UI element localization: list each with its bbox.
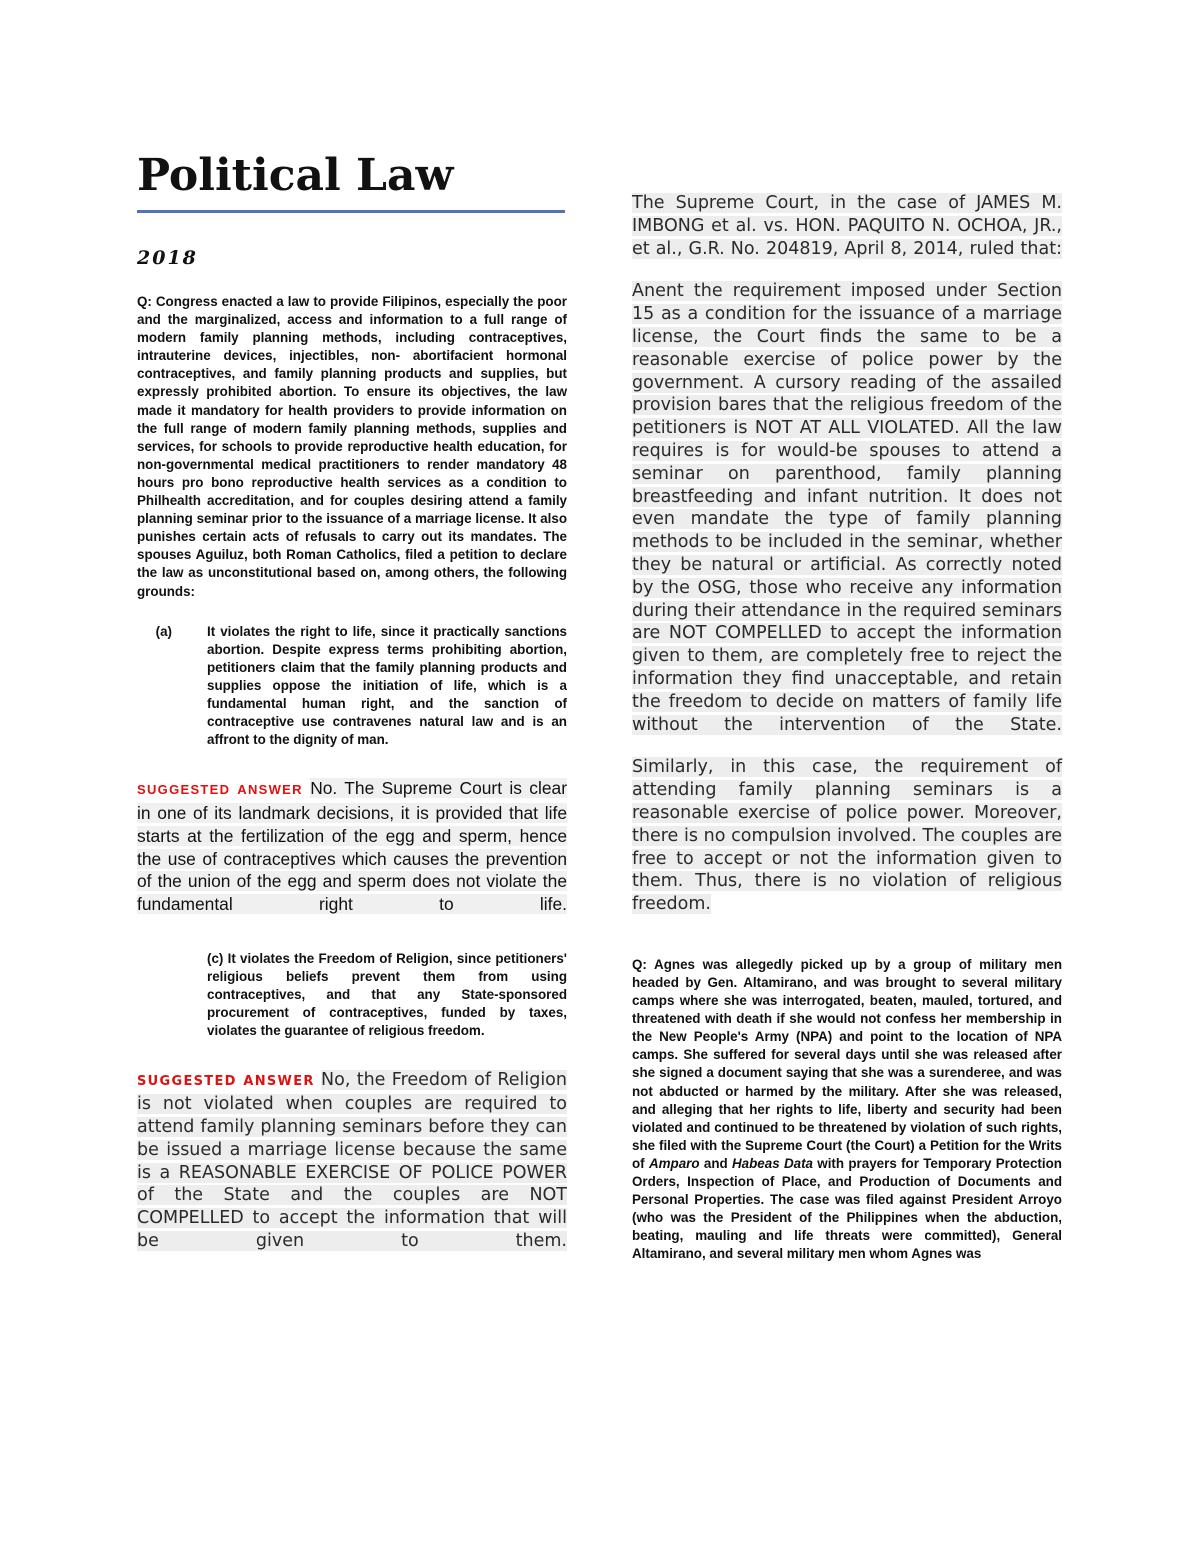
- ground-c: (c) It violates the Freedom of Religion, since petitioners' religious beliefs prevent them from using contraceptives, and that any State-sponsored procurement of contraceptives, funded by taxes, violates the guarantee of religious freedom.: [207, 951, 567, 1039]
- court-ruling: [632, 280, 1062, 736]
- question-2-part2: with prayers for Temporary Protection Orders, Inspection of Place, and Production of Documents and Personal Properties. The case was filed against President Arroyo (who was the President of the Philippines when the abduction, beating, mauling and life threats were committed), General Altamirano, and several military men whom Agnes was: [632, 1155, 1062, 1262]
- ground-a: [137, 623, 567, 750]
- suggested-answer-label: SUGGESTED ANSWER: [137, 782, 303, 798]
- question-2-and: and: [703, 1155, 728, 1171]
- suggested-answer-label-c: SUGGESTED ANSWER: [137, 1073, 315, 1089]
- page-title: Political Law: [137, 150, 454, 201]
- ground-a-text: It violates the right to life, since it practically sanctions abortion. Despite express terms prohibiting abortion, petitioners claim that the family planning products and supplies oppose the initiation of life, which is a fundamental human right, and the sanction of contraceptive use contravenes natural law and is an affront to the dignity of man.: [207, 623, 567, 748]
- suggested-answer-a: [137, 777, 567, 916]
- case-intro-text: The Supreme Court, in the case of JAMES M. IMBONG et al. vs. HON. PAQUITO N. OCHOA, JR., et al., G.R. No. 204819, April 8, 2014, ruled that:: [632, 193, 1062, 259]
- habeas-data-term: Habeas Data: [732, 1155, 813, 1171]
- answer-c-text: No, the Freedom of Religion is not violated when couples are required to attend family planning seminars before they can be issued a marriage license because the same is a REASONABLE EXERCISE OF POLICE POWER of the State and the couples are NOT COMPELLED to accept the information that will be given to them.: [137, 1069, 567, 1252]
- conclusion-text: Similarly, in this case, the requirement of attending family planning seminars is a reasonable exercise of police power. Moreover, there is no compulsion involved. The couples are free to accept or not the information given to them. Thus, there is no violation of religious freedom.: [632, 757, 1062, 915]
- court-ruling-text: Anent the requirement imposed under Section 15 as a condition for the issuance of a marriage license, the Court finds the same to be a reasonable exercise of police power by the government. A cursory reading of the assailed provision bares that the religious freedom of the petitioners is NOT AT ALL VIOLATED. All the law requires is for would-be spouses to attend a seminar on parenthood, family planning breastfeeding and infant nutrition. It does not even mandate the type of family planning methods to be included in the seminar, whether they be natural or artificial. As correctly noted by the OSG, those who receive any information during their attendance in the required seminars are NOT COMPELLED to accept the information given to them, are completely free to reject the information they find unacceptable, and retain the freedom to decide on matters of family life without the intervention of the State.: [632, 281, 1062, 735]
- amparo-term: Amparo: [648, 1155, 700, 1171]
- year-heading: 2018: [137, 247, 198, 269]
- question-2-part1: Q: Agnes was allegedly picked up by a group of military men headed by Gen. Altamirano, and was brought to several military camps where she was interrogated, beaten, mauled, tortured, and threatened with death if she would not confess her membership in the New People's Army (NPA) and point to the location of NPA camps. She suffered for several days until she was released after she signed a document saying that she was a surenderee, and was not abducted or harmed by the military. After she was released, and alleging that her rights to life, liberty and security had been violated and continued to be threatened by violation of such rights, she filed with the Supreme Court (the Court) a Petition for the Writs of: [632, 956, 1062, 1171]
- title-underline: [137, 210, 565, 213]
- suggested-answer-c: [137, 1069, 567, 1253]
- question-text: Q: Congress enacted a law to provide Filipinos, especially the poor and the marginalized, access and information to a full range of modern family planning methods, including contraceptives, intrauterine devices, injectibles, non- abortifacient hormonal contraceptives, and family planning products and supplies, but expressly prohibited abortion. To ensure its objectives, the law made it mandatory for health providers to provide information on the full range of modern family planning methods, supplies and services, for schools to provide reproductive health education, for non-governmental medical practitioners to render mandatory 48 hours pro bono reproductive health services as a condition to Philhealth accreditation, and for couples desiring attend a family planning seminar prior to the issuance of a marriage license. It also punishes certain acts of refusals to carry out its mandates. The spouses Aguiluz, both Roman Catholics, filed a petition to declare the law as unconstitutional based on, among others, the following grounds:: [137, 294, 567, 599]
- answer-a-text: No. The Supreme Court is clear in one of its landmark decisions, it is provided that life starts at the fertilization of the egg and sperm, hence the use of contraceptives which causes the prevention of the union of the egg and sperm does not violate the fundamental right to life.: [137, 778, 567, 915]
- case-intro: [632, 192, 1062, 260]
- conclusion: [632, 756, 1062, 916]
- left-column: [137, 150, 567, 1270]
- question-2-text: [632, 956, 1062, 1264]
- ground-a-label: (a): [155, 623, 172, 639]
- right-column: [632, 192, 1062, 1277]
